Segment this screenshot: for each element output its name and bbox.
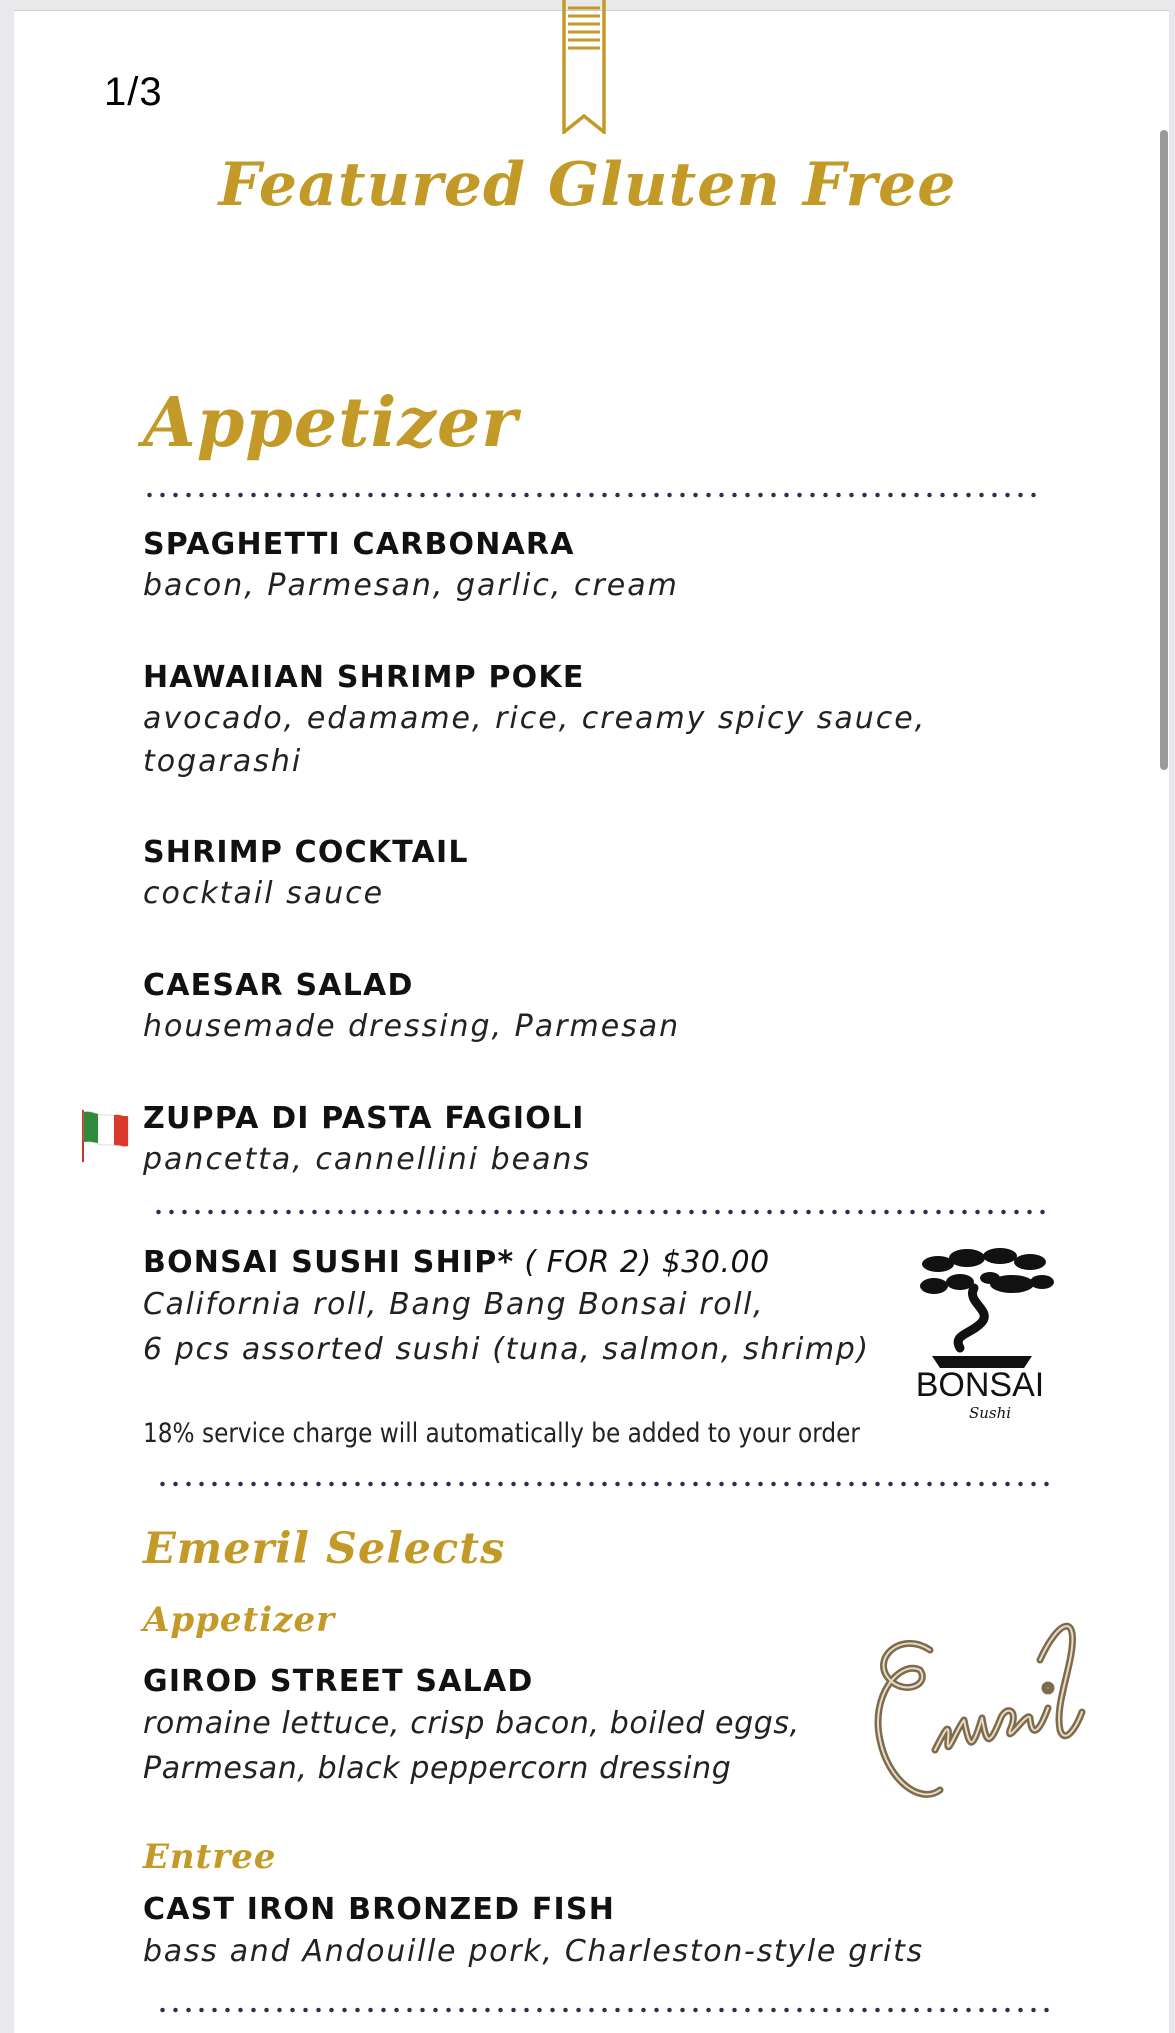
item-description: romaine lettuce, crisp bacon, boiled eggs,: [143, 1706, 800, 1741]
dotted-divider: [143, 492, 1043, 498]
bonsai-tree-logo: [912, 1244, 1062, 1429]
item-name: CAST IRON BRONZED FISH: [143, 1892, 616, 1927]
menu-item-bonsai: [143, 1244, 870, 1372]
item-name: CAESAR SALAD: [143, 968, 414, 1003]
item-description: togarashi: [143, 744, 303, 779]
italian-flag-icon: [80, 1108, 130, 1164]
emeril-appetizer-label: Appetizer: [143, 1600, 336, 1640]
item-description: 6 pcs assorted sushi (tuna, salmon, shrimp): [143, 1332, 870, 1367]
item-description: cocktail sauce: [143, 876, 385, 911]
emeril-entree-label: Entree: [143, 1837, 277, 1877]
section-title-appetizer: Appetizer: [143, 383, 519, 463]
item-description: Parmesan, black peppercorn dressing: [143, 1751, 732, 1786]
menu-item: [143, 967, 680, 1048]
item-description: California roll, Bang Bang Bonsai roll,: [143, 1287, 765, 1322]
service-charge-note: 18% service charge will automatically be added to your order: [143, 1418, 860, 1449]
item-description: bacon, Parmesan, garlic, cream: [143, 568, 679, 603]
item-description: pancetta, cannellini beans: [143, 1142, 592, 1177]
menu-item: [143, 1891, 924, 1975]
item-name: GIROD STREET SALAD: [143, 1664, 534, 1699]
scrollbar[interactable]: [1160, 130, 1168, 770]
menu-item: [143, 659, 926, 783]
dotted-divider: [156, 1481, 1056, 1487]
bonsai-logo-text: BONSAI: [915, 1366, 1045, 1404]
emeril-signature-logo: [860, 1600, 1090, 1820]
dotted-divider: [152, 1209, 1052, 1215]
item-description: avocado, edamame, rice, creamy spicy sauce,: [143, 701, 927, 736]
menu-item: [143, 526, 679, 607]
item-name: [143, 1244, 870, 1282]
bonsai-price: ( FOR 2) $30.00: [514, 1245, 770, 1280]
page-counter: 1/3: [104, 70, 163, 114]
menu-item: [143, 834, 469, 915]
emeril-selects-title: Emeril Selects: [143, 1524, 506, 1574]
bonsai-name: BONSAI SUSHI SHIP*: [143, 1245, 515, 1280]
featured-title: Featured Gluten Free: [218, 150, 957, 220]
item-description: bass and Andouille pork, Charleston-style grits: [143, 1934, 924, 1969]
item-description: housemade dressing, Parmesan: [143, 1009, 681, 1044]
bonsai-logo-sub: Sushi: [968, 1404, 1012, 1422]
menu-item: [143, 1100, 591, 1181]
dotted-divider: [156, 2007, 1056, 2013]
item-name: SPAGHETTI CARBONARA: [143, 527, 575, 562]
item-name: ZUPPA DI PASTA FAGIOLI: [143, 1101, 585, 1136]
item-name: SHRIMP COCKTAIL: [143, 835, 469, 870]
item-name: HAWAIIAN SHRIMP POKE: [143, 660, 585, 695]
menu-item: [143, 1663, 800, 1791]
bookmark-ribbon-icon: [562, 0, 606, 134]
